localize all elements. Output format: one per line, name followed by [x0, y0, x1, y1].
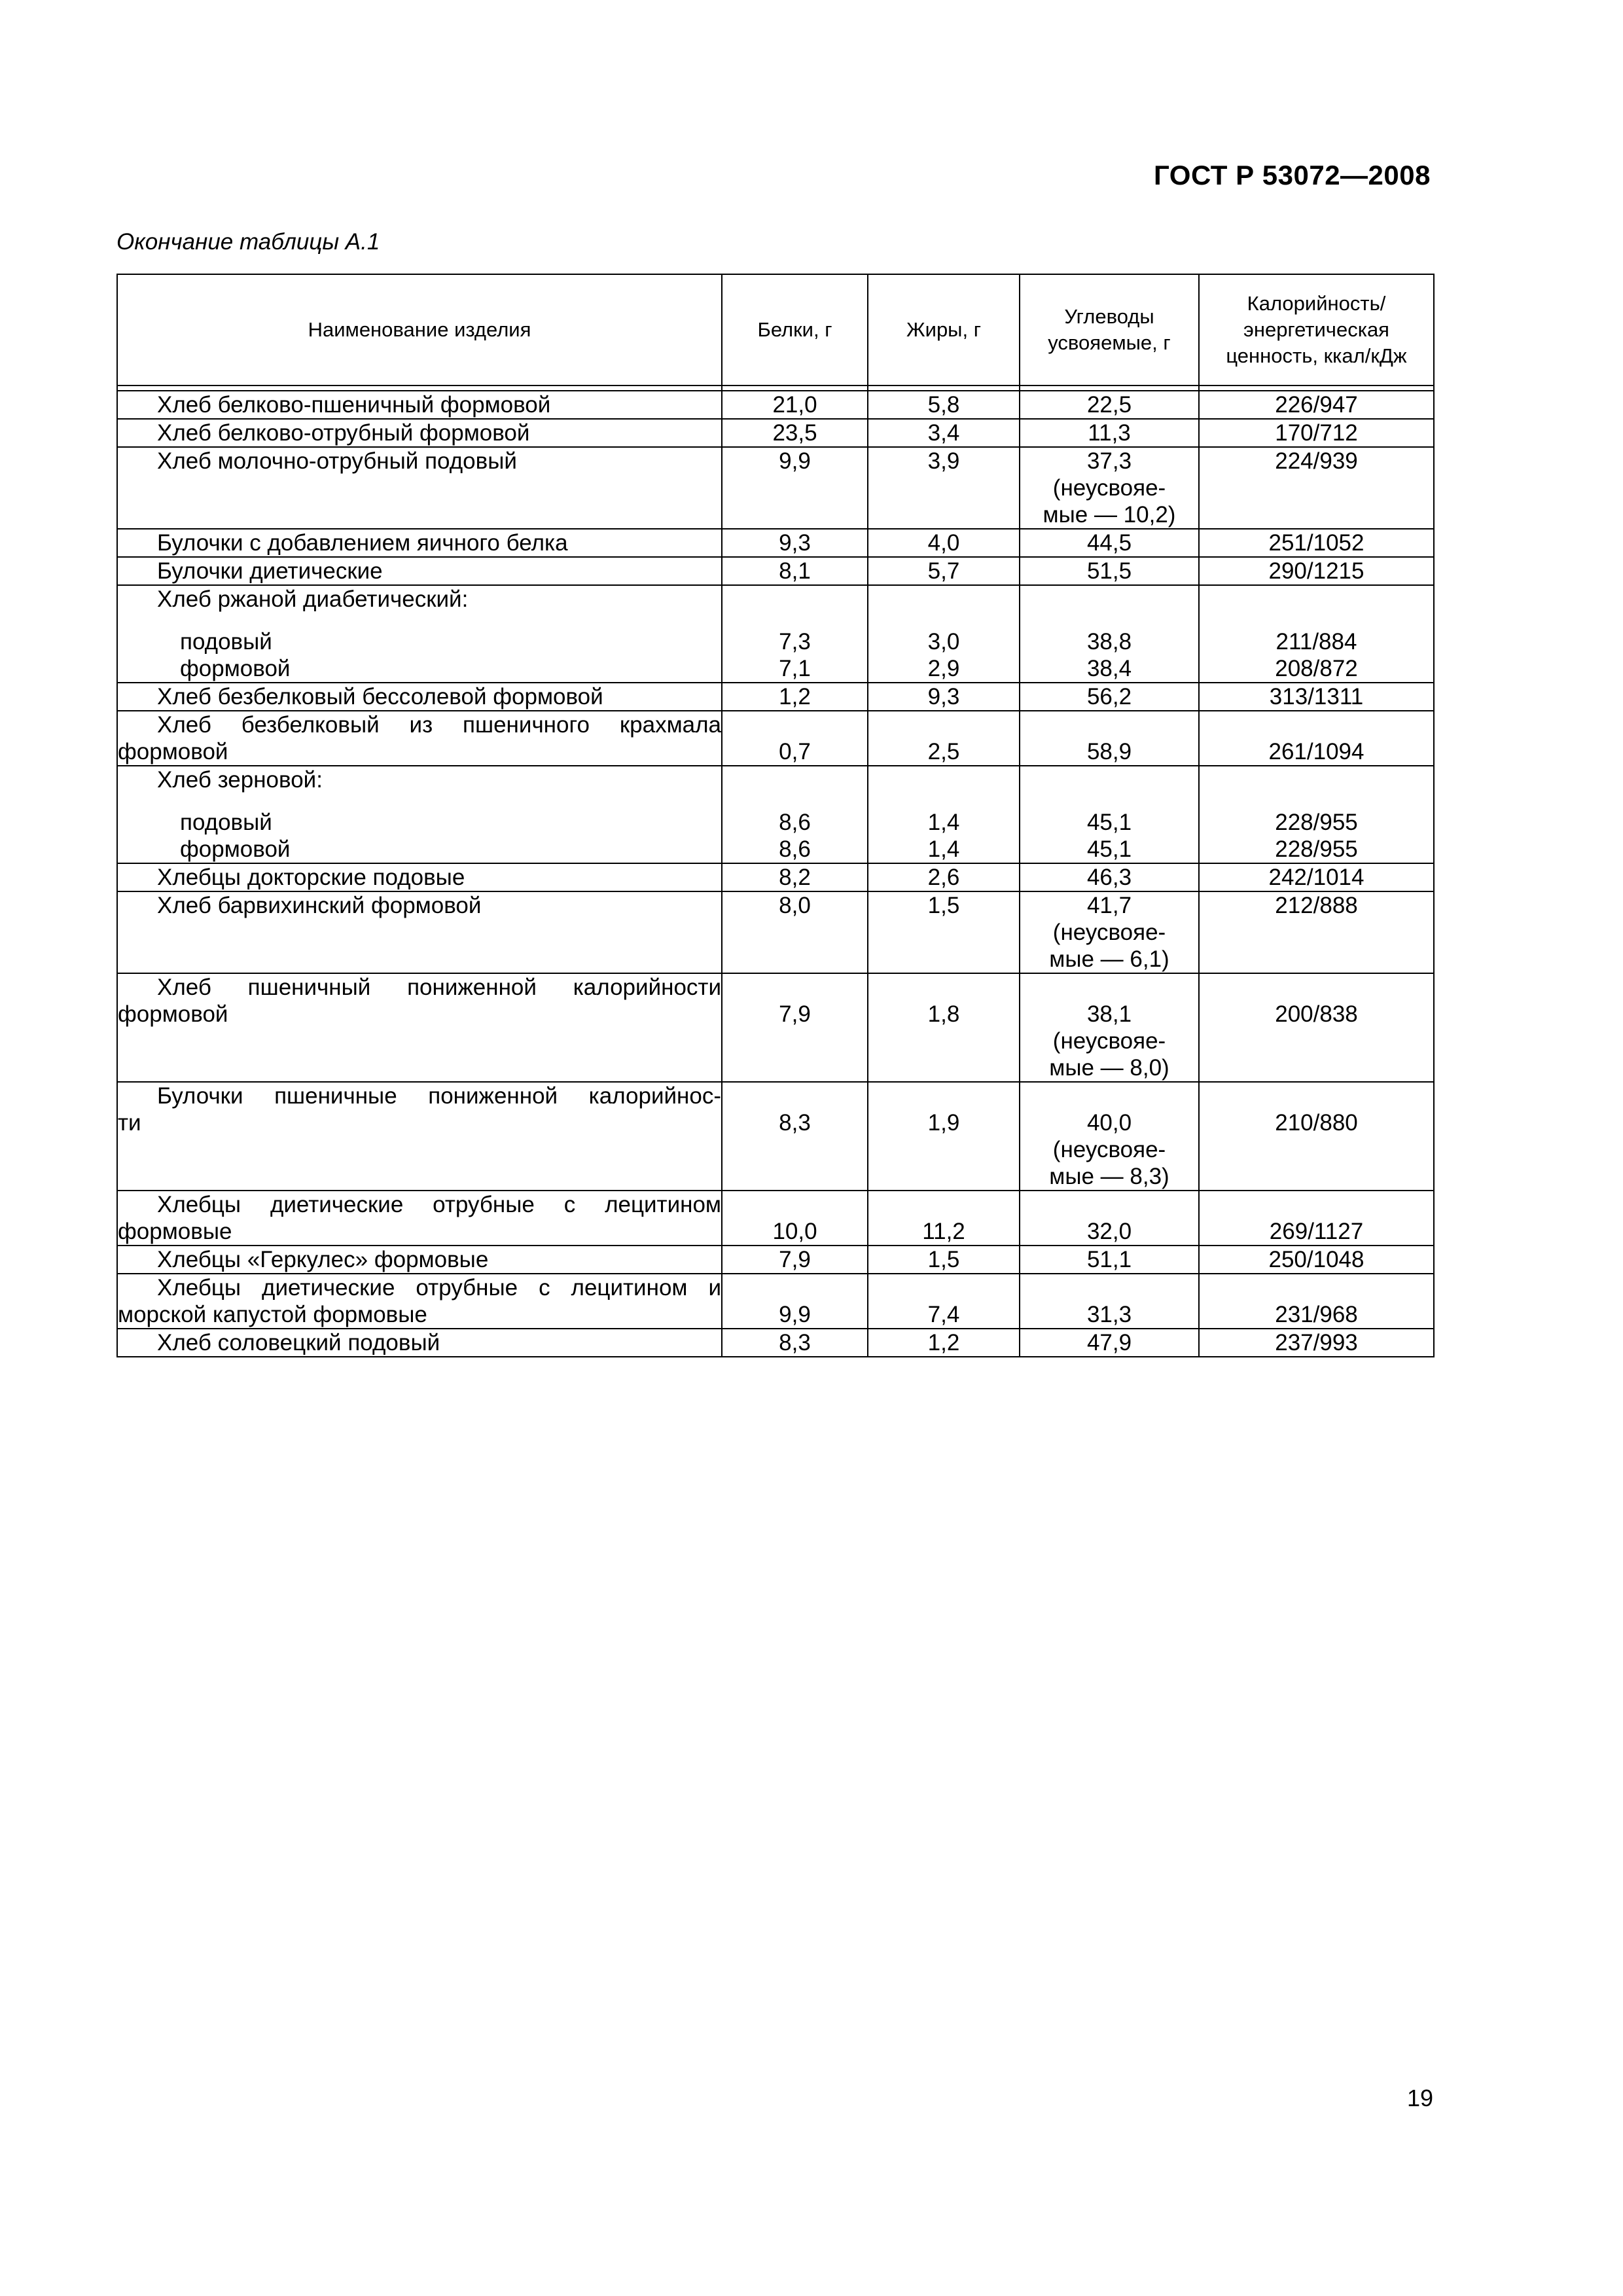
product-name-cell — [117, 711, 722, 766]
value-fat: 9,3 — [927, 684, 960, 709]
cell-protein — [722, 1246, 868, 1274]
value-fat: 3,9 — [927, 448, 960, 474]
cell-fat — [868, 419, 1020, 447]
value-energy: 269/1127 — [1269, 1219, 1364, 1244]
nutrition-table — [116, 274, 1435, 1357]
cell-fat — [868, 891, 1020, 973]
value-fat: 4,0 — [927, 530, 960, 556]
value-energy: 200/838 — [1275, 1001, 1358, 1027]
value-protein: 9,3 — [779, 530, 811, 556]
value-energy: 250/1048 — [1268, 1247, 1364, 1272]
carbs-unassimilated-note: (неусвояе-мые — 8,0) — [1049, 1028, 1169, 1081]
cell-energy — [1199, 1191, 1434, 1246]
product-name-line-1: Булочки пшеничные пониженной калорийнос- — [157, 1083, 721, 1109]
value-fat: 5,7 — [927, 558, 960, 584]
value-protein: 7,3 — [779, 629, 811, 655]
cell-protein — [722, 1274, 868, 1329]
value-energy: 208/872 — [1275, 656, 1358, 681]
product-name: Хлеб барвихинский формовой — [157, 893, 482, 918]
cell-fat — [868, 1246, 1020, 1274]
table-row — [117, 419, 1434, 447]
value-energy: 290/1215 — [1268, 558, 1364, 584]
product-name-line-2: формовой — [118, 1001, 228, 1027]
value-carbs: 38,8 — [1086, 629, 1132, 655]
cell-energy — [1199, 1082, 1434, 1191]
cell-carbs — [1020, 1329, 1199, 1357]
cell-protein — [722, 1329, 868, 1357]
value-energy: 251/1052 — [1268, 530, 1364, 556]
table-body — [117, 391, 1434, 1357]
cell-protein — [722, 447, 868, 529]
product-name-line-1: Хлеб пшеничный пониженной калорийности — [157, 975, 721, 1000]
value-carbs: 51,1 — [1086, 1247, 1132, 1272]
cell-fat — [868, 391, 1020, 419]
col-header-energy: Калорийность/ энергетическая ценность, ккал/кДж — [1199, 274, 1434, 386]
cell-energy — [1199, 391, 1434, 419]
cell-carbs — [1020, 863, 1199, 891]
table-row — [117, 1274, 1434, 1329]
table-row — [117, 766, 1434, 863]
cell-carbs — [1020, 447, 1199, 529]
value-fat: 2,6 — [927, 865, 960, 890]
cell-protein — [722, 1191, 868, 1246]
table-row — [117, 891, 1434, 973]
cell-energy — [1199, 766, 1434, 863]
table-row — [117, 711, 1434, 766]
cell-carbs — [1020, 557, 1199, 585]
col-header-carbs: Углеводы усвояемые, г — [1020, 274, 1199, 386]
product-name-cell — [117, 585, 722, 683]
value-carbs: 38,1 — [1086, 1001, 1132, 1027]
product-name: Булочки диетические — [157, 558, 383, 584]
value-fat: 1,5 — [927, 893, 960, 918]
value-protein: 8,1 — [779, 558, 811, 584]
cell-protein — [722, 711, 868, 766]
cell-fat — [868, 973, 1020, 1082]
value-carbs: 40,0 — [1086, 1110, 1132, 1136]
value-carbs: 32,0 — [1086, 1219, 1132, 1244]
value-protein: 10,0 — [772, 1219, 817, 1244]
cell-fat — [868, 447, 1020, 529]
product-name: Булочки с добавлением яичного белка — [157, 530, 568, 556]
value-energy: 210/880 — [1275, 1110, 1358, 1136]
cell-carbs — [1020, 391, 1199, 419]
cell-fat — [868, 683, 1020, 711]
cell-energy — [1199, 557, 1434, 585]
cell-energy — [1199, 973, 1434, 1082]
product-name-cell — [117, 1274, 722, 1329]
value-energy: 228/955 — [1275, 836, 1358, 862]
cell-carbs — [1020, 1246, 1199, 1274]
value-carbs: 41,7 — [1086, 893, 1132, 918]
col-header-fat: Жиры, г — [868, 274, 1020, 386]
cell-carbs — [1020, 1274, 1199, 1329]
value-protein: 8,3 — [779, 1330, 811, 1355]
product-name-cell — [117, 1082, 722, 1191]
value-fat: 1,8 — [927, 1001, 960, 1027]
value-protein: 23,5 — [772, 420, 817, 446]
cell-energy — [1199, 419, 1434, 447]
table-row — [117, 683, 1434, 711]
value-energy: 261/1094 — [1268, 739, 1364, 764]
cell-fat — [868, 1329, 1020, 1357]
product-name-line-2: ти — [118, 1110, 141, 1136]
product-name: Хлеб белково-пшеничный формовой — [157, 392, 551, 418]
value-fat: 1,5 — [927, 1247, 960, 1272]
product-name-line-1: Хлебцы диетические отрубные с лецитином — [157, 1192, 721, 1217]
table-row — [117, 1191, 1434, 1246]
cell-fat — [868, 711, 1020, 766]
value-carbs: 45,1 — [1086, 810, 1132, 835]
value-fat: 7,4 — [927, 1302, 960, 1327]
value-energy: 212/888 — [1275, 893, 1358, 918]
product-name-cell — [117, 529, 722, 557]
value-energy: 228/955 — [1275, 810, 1358, 835]
cell-fat — [868, 1082, 1020, 1191]
cell-energy — [1199, 863, 1434, 891]
carbs-unassimilated-note: (неусвояе-мые — 10,2) — [1043, 475, 1176, 528]
value-energy: 313/1311 — [1269, 684, 1364, 709]
cell-carbs — [1020, 891, 1199, 973]
product-name: Хлебцы «Геркулес» формовые — [157, 1247, 489, 1272]
value-fat: 2,9 — [927, 656, 960, 681]
value-protein: 8,3 — [779, 1110, 811, 1136]
header-separator — [117, 386, 1434, 391]
value-protein: 9,9 — [779, 448, 811, 474]
value-protein: 7,9 — [779, 1247, 811, 1272]
value-carbs: 22,5 — [1086, 392, 1132, 418]
cell-fat — [868, 557, 1020, 585]
cell-energy — [1199, 1329, 1434, 1357]
product-name-cell — [117, 863, 722, 891]
product-subtype-name: подовый — [180, 629, 272, 655]
cell-protein — [722, 863, 868, 891]
value-energy: 224/939 — [1275, 448, 1358, 474]
product-subtype-name: формовой — [180, 656, 291, 681]
value-protein: 8,2 — [779, 865, 811, 890]
product-name-line-2: морской капустой формовые — [118, 1302, 427, 1327]
product-name-cell — [117, 447, 722, 529]
cell-carbs — [1020, 1191, 1199, 1246]
cell-protein — [722, 891, 868, 973]
page-number: 19 — [1406, 2085, 1433, 2111]
value-protein: 1,2 — [779, 684, 811, 709]
table-row — [117, 529, 1434, 557]
value-fat: 1,9 — [927, 1110, 960, 1136]
carbs-unassimilated-note: (неусвояе-мые — 8,3) — [1049, 1137, 1169, 1189]
product-subtype-name: подовый — [180, 810, 272, 835]
product-name-cell — [117, 557, 722, 585]
cell-energy — [1199, 891, 1434, 973]
cell-fat — [868, 863, 1020, 891]
product-name-line-2: формовые — [118, 1219, 232, 1244]
carbs-unassimilated-note: (неусвояе-мые — 6,1) — [1049, 920, 1169, 972]
cell-protein — [722, 419, 868, 447]
cell-carbs — [1020, 1082, 1199, 1191]
standard-code: ГОСТ Р 53072—2008 — [1154, 160, 1431, 190]
product-name: Хлеб безбелковый бессолевой формовой — [157, 684, 603, 709]
cell-energy — [1199, 1274, 1434, 1329]
value-fat: 5,8 — [927, 392, 960, 418]
value-carbs: 31,3 — [1086, 1302, 1132, 1327]
value-fat: 2,5 — [927, 739, 960, 764]
cell-energy — [1199, 585, 1434, 683]
value-protein: 0,7 — [779, 739, 811, 764]
product-group-name: Хлеб зерновой: — [157, 767, 323, 793]
value-carbs: 11,3 — [1088, 420, 1131, 446]
cell-protein — [722, 585, 868, 683]
cell-carbs — [1020, 529, 1199, 557]
cell-carbs — [1020, 585, 1199, 683]
value-carbs: 56,2 — [1086, 684, 1132, 709]
value-fat: 3,0 — [927, 629, 960, 655]
value-protein: 9,9 — [779, 1302, 811, 1327]
cell-fat — [868, 1274, 1020, 1329]
product-name-cell — [117, 419, 722, 447]
product-name-cell — [117, 766, 722, 863]
product-name: Хлеб молочно-отрубный подовый — [157, 448, 517, 474]
product-name-line-1: Хлеб безбелковый из пшеничного крахмала — [157, 712, 721, 738]
value-fat: 1,2 — [927, 1330, 960, 1355]
table-row — [117, 391, 1434, 419]
table-row — [117, 1329, 1434, 1357]
value-fat: 11,2 — [922, 1219, 965, 1244]
product-name-cell — [117, 973, 722, 1082]
product-name: Хлеб соловецкий подовый — [157, 1330, 440, 1355]
table-row — [117, 585, 1434, 683]
value-fat: 1,4 — [927, 810, 960, 835]
value-carbs: 38,4 — [1086, 656, 1132, 681]
product-name-cell — [117, 1246, 722, 1274]
cell-protein — [722, 1082, 868, 1191]
product-name: Хлебцы докторские подовые — [157, 865, 465, 890]
col-header-protein: Белки, г — [722, 274, 868, 386]
cell-protein — [722, 766, 868, 863]
cell-energy — [1199, 529, 1434, 557]
cell-energy — [1199, 447, 1434, 529]
product-name-line-2: формовой — [118, 739, 228, 764]
cell-carbs — [1020, 766, 1199, 863]
cell-fat — [868, 585, 1020, 683]
cell-protein — [722, 391, 868, 419]
product-group-name: Хлеб ржаной диабетический: — [157, 586, 469, 612]
cell-carbs — [1020, 683, 1199, 711]
value-fat: 1,4 — [927, 836, 960, 862]
table-row — [117, 1246, 1434, 1274]
cell-energy — [1199, 1246, 1434, 1274]
value-energy: 226/947 — [1275, 392, 1358, 418]
value-protein: 21,0 — [772, 392, 817, 418]
cell-energy — [1199, 683, 1434, 711]
product-name-cell — [117, 1191, 722, 1246]
product-subtype-name: формовой — [180, 836, 291, 862]
cell-fat — [868, 1191, 1020, 1246]
cell-protein — [722, 683, 868, 711]
value-energy: 237/993 — [1275, 1330, 1358, 1355]
value-carbs: 51,5 — [1086, 558, 1132, 584]
value-carbs: 47,9 — [1086, 1330, 1132, 1355]
value-carbs: 46,3 — [1086, 865, 1132, 890]
cell-carbs — [1020, 711, 1199, 766]
table-row — [117, 557, 1434, 585]
product-name-cell — [117, 1329, 722, 1357]
table-row — [117, 1082, 1434, 1191]
value-energy: 170/712 — [1275, 420, 1358, 446]
value-carbs: 45,1 — [1086, 836, 1132, 862]
product-name-cell — [117, 891, 722, 973]
table-header-row — [117, 274, 1434, 386]
table-row — [117, 863, 1434, 891]
table-row — [117, 447, 1434, 529]
cell-protein — [722, 529, 868, 557]
cell-carbs — [1020, 973, 1199, 1082]
table-row — [117, 973, 1434, 1082]
col-header-name: Наименование изделия — [117, 274, 722, 386]
value-protein: 7,1 — [779, 656, 811, 681]
value-protein: 7,9 — [779, 1001, 811, 1027]
value-carbs: 58,9 — [1086, 739, 1132, 764]
cell-fat — [868, 529, 1020, 557]
cell-protein — [722, 557, 868, 585]
product-name-line-1: Хлебцы диетические отрубные с лецитином и — [157, 1275, 721, 1300]
cell-fat — [868, 766, 1020, 863]
value-carbs: 44,5 — [1086, 530, 1132, 556]
value-protein: 8,6 — [779, 836, 811, 862]
cell-protein — [722, 973, 868, 1082]
value-fat: 3,4 — [927, 420, 960, 446]
value-energy: 242/1014 — [1268, 865, 1364, 890]
value-energy: 231/968 — [1275, 1302, 1358, 1327]
value-energy: 211/884 — [1275, 629, 1357, 655]
value-carbs: 37,3 — [1086, 448, 1132, 474]
value-protein: 8,6 — [779, 810, 811, 835]
value-protein: 8,0 — [779, 893, 811, 918]
cell-carbs — [1020, 419, 1199, 447]
cell-energy — [1199, 711, 1434, 766]
product-name-cell — [117, 391, 722, 419]
table-caption: Окончание таблицы А.1 — [116, 229, 380, 255]
product-name: Хлеб белково-отрубный формовой — [157, 420, 530, 446]
product-name-cell — [117, 683, 722, 711]
